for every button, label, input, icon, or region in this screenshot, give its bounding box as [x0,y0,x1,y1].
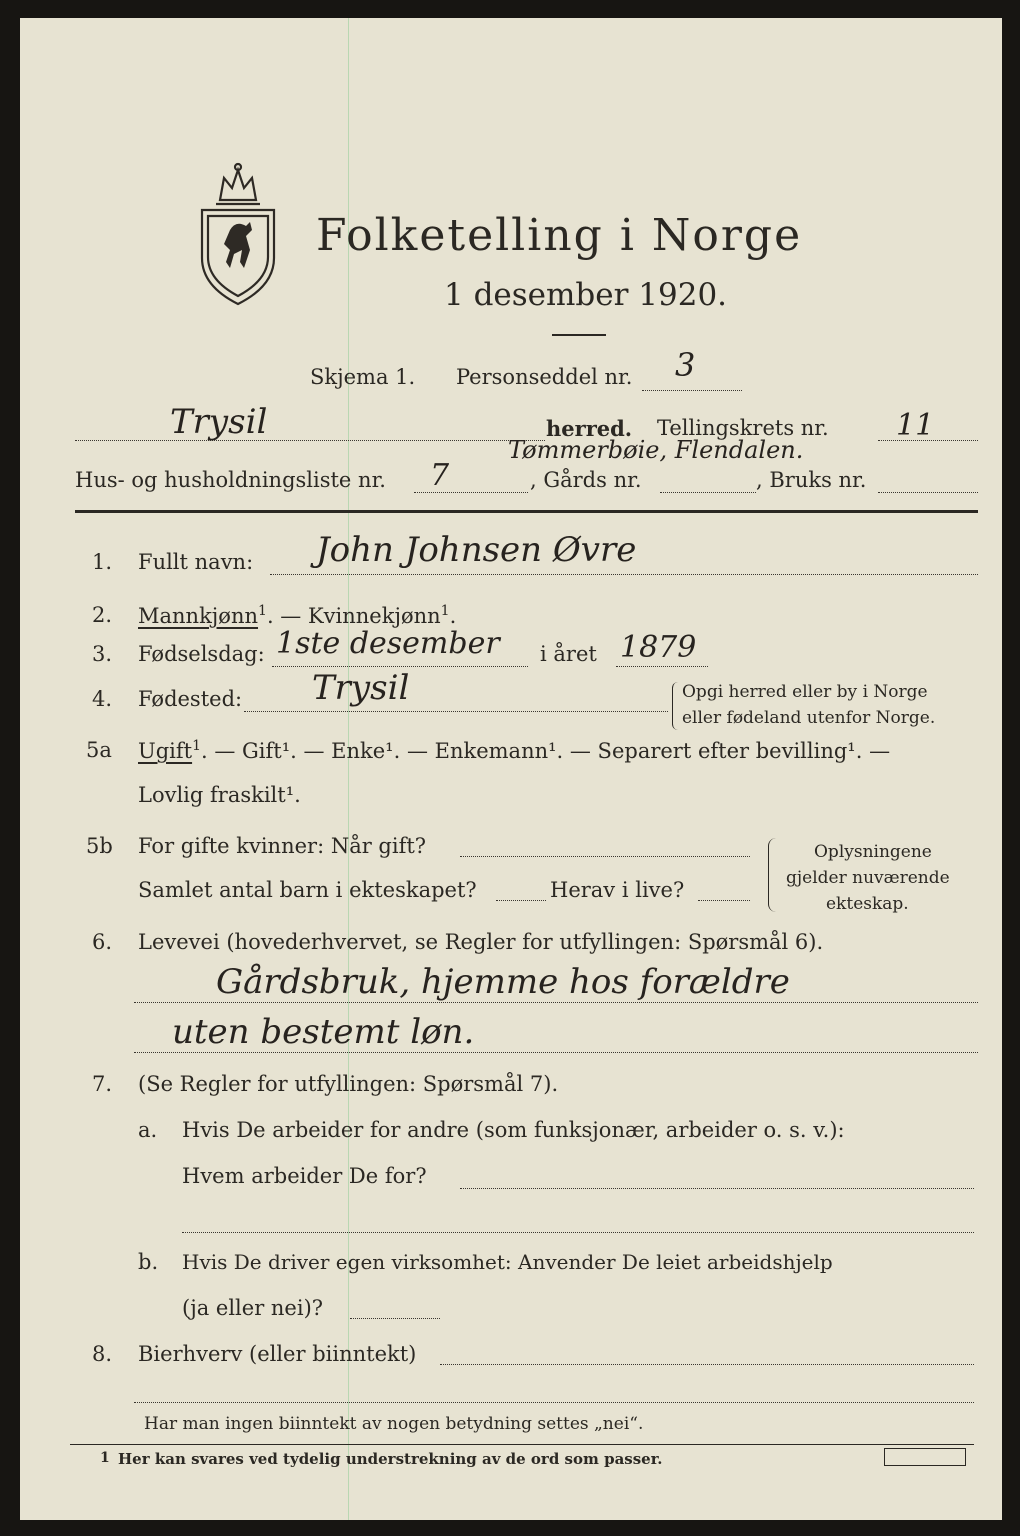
marital-status-row: Ugift$^1$. — Gift¹. — Enke¹. — Enkemann¹. — Separert efter bevilling¹. — [138,738,891,763]
marriage-note-3: ekteskap. [826,894,909,914]
printer-stamp [884,1448,966,1466]
herred-label: herred. [546,416,633,441]
employer-line-2 [182,1232,974,1233]
occupation-line-1 [134,1002,978,1003]
tellingskrets-value: 11 [896,408,935,443]
footer-note: Har man ingen biinntekt av nogen betydning settes „nei“. [144,1414,644,1434]
married-when-line [460,856,750,857]
q7b-text: Hvis De driver egen virksomhet: Anvender De leiet arbeidshjelp [182,1250,833,1274]
herred-line [75,440,545,441]
birthday-value: 1ste desember [276,626,500,661]
q5b-number: 5b [86,834,113,858]
female-option[interactable]: Kvinnekjønn [307,604,441,628]
q5a-number: 5a [86,738,112,762]
occupation-answer-1: Gårdsbruk, hjemme hos forældre [216,962,790,1002]
q7-number: 7. [92,1072,113,1096]
q8-number: 8. [92,1342,113,1366]
side-income-line-2 [134,1402,974,1403]
hired-help-line [350,1318,440,1319]
lovlig-fraskilt-option[interactable]: Lovlig fraskilt¹. [138,783,301,807]
birthplace-value: Trysil [312,668,410,708]
q3-label: Fødselsdag: [138,642,265,666]
form-title: Folketelling i Norge [316,210,803,261]
side-income-line [440,1364,974,1365]
birth-year-value: 1879 [620,630,697,665]
husholdningsliste-label: Hus- og husholdningsliste nr. [75,468,386,492]
birthplace-note-brace [672,682,679,730]
q7a-text: Hvis De arbeider for andre (som funksjonær, arbeider o. s. v.): [182,1118,845,1142]
bruks-line [878,492,978,493]
herred-value: Trysil [170,402,268,442]
marriage-note-brace [768,838,777,912]
q4-label: Fødested: [138,687,243,711]
birthday-line [272,666,528,667]
q7a-letter: a. [138,1118,158,1142]
gender-row: Mannkjønn$^1$. — Kvinnekjønn$^1$. [138,603,457,628]
q1-number: 1. [92,550,113,574]
birthplace-note-2: eller fødeland utenfor Norge. [682,708,936,728]
full-name-value: John Johnsen Øvre [316,530,637,570]
male-option[interactable]: Mannkjønn [138,604,259,628]
schema-label: Skjema 1. [310,365,416,389]
marriage-note-2: gjelder nuværende [786,868,950,888]
footnote-text: Her kan svares ved tydelig understrekning av de ord som passer. [118,1450,663,1468]
children-total-label: Samlet antal barn i ekteskapet? [138,878,477,902]
footnote-number: 1 [100,1450,110,1466]
children-alive-line [698,900,750,901]
q7-label: (Se Regler for utfyllingen: Spørsmål 7). [138,1072,559,1096]
q7b-question: (ja eller nei)? [182,1296,324,1320]
q1-line [270,574,978,575]
q6-number: 6. [92,930,113,954]
census-form-sheet [20,18,1002,1520]
birthplace-line [244,711,668,712]
q2-number: 2. [92,603,113,627]
q7a-question: Hvem arbeider De for? [182,1164,427,1188]
census-date: 1 desember 1920. [444,277,728,313]
coat-of-arms-icon [190,158,286,308]
q4-number: 4. [92,687,113,711]
ugift-option[interactable]: Ugift [138,739,193,763]
q3-number: 3. [92,642,113,666]
q5b-label: For gifte kvinner: Når gift? [138,834,427,858]
q1-label: Fullt navn: [138,550,254,574]
q7b-letter: b. [138,1250,159,1274]
occupation-answer-2: uten bestemt løn. [172,1012,475,1052]
marriage-note-1: Oplysningene [814,842,932,862]
gards-value: Tømmerbøie, Flendalen. [508,436,804,464]
q6-label: Levevei (hovederhvervet, se Regler for utfyllingen: Spørsmål 6). [138,930,824,954]
personseddel-label: Personseddel nr. [456,365,633,389]
marital-status-options: . — Gift¹. — Enke¹. — Enkemann¹. — Separert efter bevilling¹. — [201,739,891,763]
children-alive-label: Herav i live? [550,878,685,902]
occupation-line-2 [134,1052,978,1053]
gards-line [660,492,756,493]
personseddel-line [642,390,742,391]
husholdningsliste-value: 7 [430,458,450,493]
title-rule [552,334,606,336]
personseddel-value: 3 [675,346,696,384]
birth-year-line [616,666,708,667]
birthplace-note-1: Opgi herred eller by i Norge [682,682,928,702]
footnote-rule [70,1444,974,1445]
year-label: i året [540,642,597,666]
employer-line [460,1188,974,1189]
gards-label: , Gårds nr. [530,468,642,492]
header-divider [75,510,978,513]
q8-label: Bierhverv (eller biinntekt) [138,1342,417,1366]
tellingskrets-label: Tellingskrets nr. [657,416,829,440]
children-total-line [496,900,546,901]
bruks-label: , Bruks nr. [756,468,867,492]
